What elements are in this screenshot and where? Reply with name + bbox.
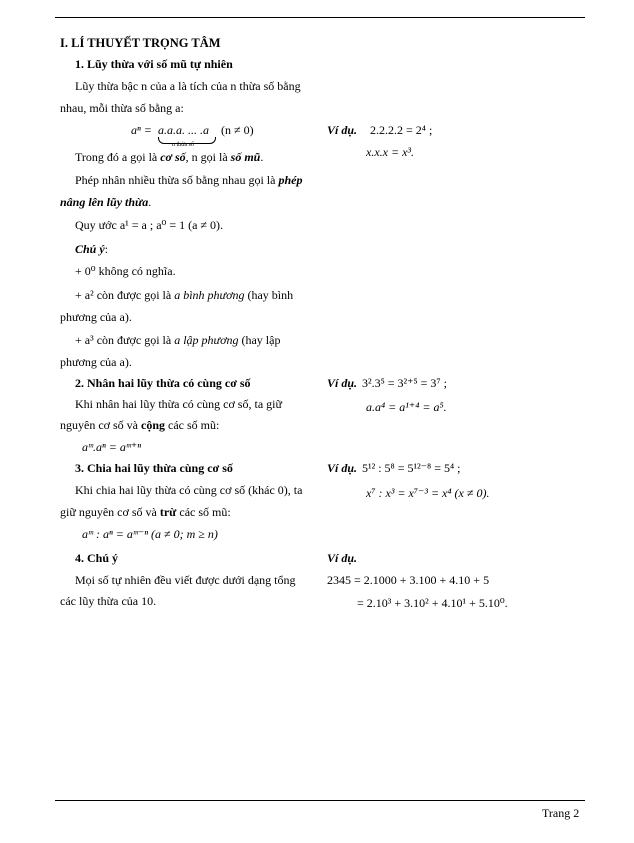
s1-vidu-line1: 2.2.2.2 = 2⁴ ; [370,123,433,137]
s1-note2 [75,288,293,302]
s1-trong-do-mid: , n gọi là [185,150,231,164]
s2-vidu-label: Ví dụ. [327,376,358,390]
s4-heading: 4. Chú ý [75,551,119,565]
s4-vidu-line2: = 2.10³ + 3.10² + 4.10¹ + 5.10⁰. [357,596,508,610]
s1-note2-line2: phương của a). [60,310,132,324]
s2-line2-bold: cộng [141,418,165,432]
s1-note2-term: a bình phương [174,288,245,302]
s3-line2-pre: giữ nguyên cơ số và [60,505,160,519]
s1-note3 [75,333,280,347]
s2-line2 [60,418,219,432]
s2-formula: aᵐ.aⁿ = aᵐ⁺ⁿ [82,440,141,454]
s1-def-line1: Lũy thừa bậc n của a là tích của n thừa số bằng [75,79,301,93]
s1-vidu-label: Ví dụ. [327,123,358,137]
s1-note3-post: (hay lập [238,333,281,347]
s1-note1: + 0⁰ không có nghĩa. [75,264,176,278]
s2-line2-post: các số mũ: [165,418,220,432]
s1-trong-do-pre: Trong đó a gọi là [75,150,161,164]
s1-chu-y [75,242,108,256]
s2-line2-pre: nguyên cơ số và [60,418,141,432]
s1-so-mu: số mũ [230,150,261,164]
s4-line1: Mọi số tự nhiên đều viết được dưới dạng tổng [75,573,296,587]
s2-vidu-line1: 3².3⁵ = 3²⁺⁵ = 3⁷ ; [362,376,447,390]
s3-line2 [60,505,231,519]
s3-vidu-label: Ví dụ. [327,461,358,475]
s1-phep-term2: nâng lên lũy thừa [60,195,149,209]
s4-vidu-line1: 2345 = 2.1000 + 3.100 + 4.10 + 5 [327,573,490,587]
s1-vidu-line2: x.x.x = x³. [366,145,414,159]
s3-line1: Khi chia hai lũy thừa có cùng cơ số (khác 0), ta [75,483,303,497]
s4-line2: các lũy thừa của 10. [60,594,157,608]
s1-formula-rhs: a.a.a. ... .a [158,123,209,137]
s3-vidu-line2: x⁷ : x³ = x⁷⁻³ = x⁴ (x ≠ 0). [366,486,490,500]
s1-quy-uoc: Quy ước a¹ = a ; a⁰ = 1 (a ≠ 0). [75,218,224,232]
s3-vidu-line1: 5¹² : 5⁸ = 5¹²⁻⁸ = 5⁴ ; [362,461,461,475]
s3-line2-post: các số mũ: [176,505,231,519]
s1-brace-label: n thừa số [172,142,194,148]
s1-formula-lhs: aⁿ = [131,123,152,137]
s1-note2-pre: + a² còn được gọi là [75,288,175,302]
s3-heading: 3. Chia hai lũy thừa cùng cơ số [75,461,233,475]
s1-phep-nhan-line2 [60,195,151,209]
s1-trong-do [75,150,263,164]
s1-note3-pre: + a³ còn được gọi là [75,333,175,347]
s2-heading: 2. Nhân hai lũy thừa có cùng cơ số [75,376,251,390]
page-number: Trang 2 [542,806,580,820]
s1-note3-term: a lập phương [174,333,239,347]
s1-heading: 1. Lũy thừa với số mũ tự nhiên [75,57,233,71]
s1-chu-y-label: Chú ý [75,242,105,256]
s3-formula: aᵐ : aⁿ = aᵐ⁻ⁿ (a ≠ 0; m ≥ n) [82,527,218,541]
s1-phep-nhan [75,173,302,187]
s1-chu-y-colon: : [104,242,109,256]
s2-line1: Khi nhân hai lũy thừa có cùng cơ số, ta giữ [75,397,282,411]
s1-phep-end: . [148,195,152,209]
s1-trong-do-end: . [260,150,264,164]
footer-rule [55,800,585,801]
s1-co-so: cơ số [160,150,186,164]
header-rule [55,17,585,18]
s4-vidu-label: Ví dụ. [327,551,358,565]
section-title: I. LÍ THUYẾT TRỌNG TÂM [60,36,221,50]
s2-vidu-line2: a.a⁴ = a¹⁺⁴ = a⁵. [366,400,447,414]
s1-note2-post: (hay bình [244,288,294,302]
s1-def-line2: nhau, mỗi thừa số bằng a: [60,101,184,115]
s1-formula-cond: (n ≠ 0) [221,123,254,137]
s1-phep-nhan-pre: Phép nhân nhiều thừa số bằng nhau gọi là [75,173,279,187]
s1-note3-line2: phương của a). [60,355,132,369]
s1-phep-term1: phép [278,173,303,187]
s3-line2-bold: trừ [159,505,177,519]
